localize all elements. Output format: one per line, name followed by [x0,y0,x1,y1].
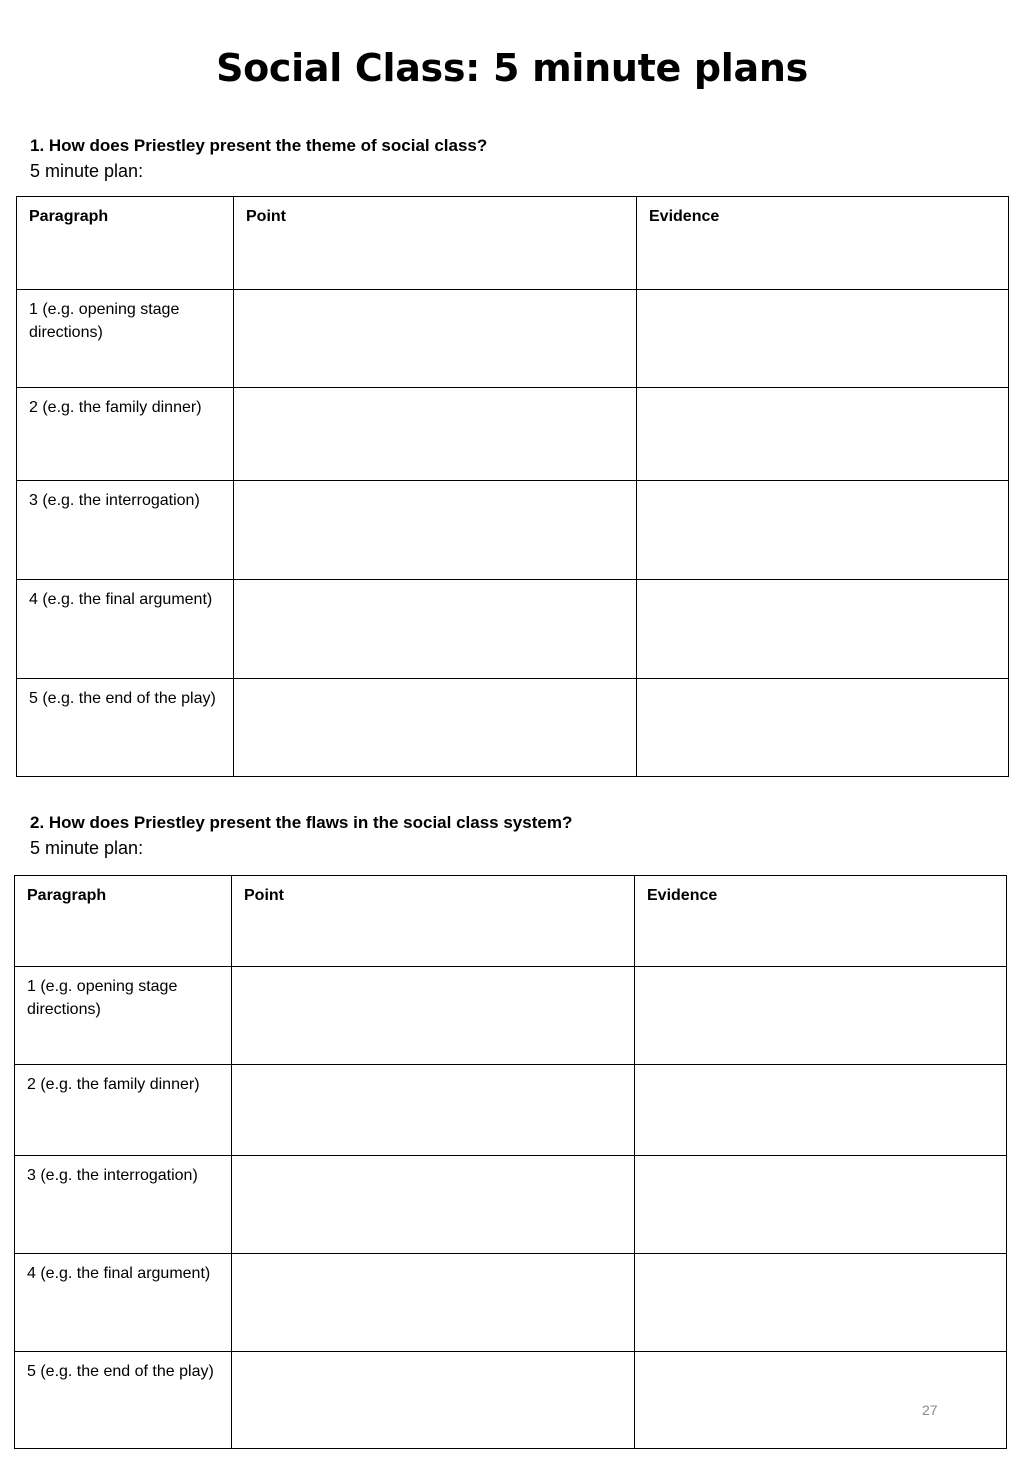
plan-table-1 [16,196,1009,777]
evidence-cell[interactable] [635,967,1007,1065]
evidence-cell[interactable] [635,1065,1007,1156]
header-point: Point [234,197,637,290]
question-2: 2. How does Priestley present the flaws in the social class system? [30,813,573,832]
table-row [15,967,1007,1065]
paragraph-label: 1 (e.g. opening stage directions) [15,967,232,1065]
point-cell[interactable] [232,1254,635,1352]
evidence-cell[interactable] [637,481,1009,580]
table-row [17,580,1009,679]
evidence-cell[interactable] [635,1352,1007,1449]
evidence-cell[interactable] [637,388,1009,481]
paragraph-label: 1 (e.g. opening stage directions) [17,290,234,388]
paragraph-label: 4 (e.g. the final argument) [17,580,234,679]
table-row [15,1352,1007,1449]
point-cell[interactable] [232,1352,635,1449]
header-evidence: Evidence [637,197,1009,290]
paragraph-label: 3 (e.g. the interrogation) [15,1156,232,1254]
paragraph-label: 2 (e.g. the family dinner) [17,388,234,481]
plan-label-1: 5 minute plan: [30,161,144,181]
point-cell[interactable] [234,580,637,679]
table-row [17,481,1009,580]
page-title: Social Class: 5 minute plans [216,46,808,90]
table-row [15,1065,1007,1156]
point-cell[interactable] [234,388,637,481]
paragraph-label: 3 (e.g. the interrogation) [17,481,234,580]
plan-label-2: 5 minute plan: [30,838,144,858]
table-header-row [15,876,1007,967]
point-cell[interactable] [234,679,637,777]
point-cell[interactable] [232,967,635,1065]
evidence-cell[interactable] [635,1254,1007,1352]
point-cell[interactable] [232,1156,635,1254]
evidence-cell[interactable] [637,290,1009,388]
plan-table-2 [14,875,1007,1449]
evidence-cell[interactable] [637,679,1009,777]
paragraph-label: 4 (e.g. the final argument) [15,1254,232,1352]
table-row [15,1254,1007,1352]
point-cell[interactable] [234,481,637,580]
point-cell[interactable] [234,290,637,388]
table-row [15,1156,1007,1254]
header-point: Point [232,876,635,967]
page-number: 27 [922,1402,938,1418]
evidence-cell[interactable] [635,1156,1007,1254]
evidence-cell[interactable] [637,580,1009,679]
table-row [17,388,1009,481]
question-1: 1. How does Priestley present the theme of social class? [30,136,488,155]
table-row [17,290,1009,388]
paragraph-label: 2 (e.g. the family dinner) [15,1065,232,1156]
header-paragraph: Paragraph [15,876,232,967]
table-header-row [17,197,1009,290]
paragraph-label: 5 (e.g. the end of the play) [17,679,234,777]
header-evidence: Evidence [635,876,1007,967]
header-paragraph: Paragraph [17,197,234,290]
point-cell[interactable] [232,1065,635,1156]
paragraph-label: 5 (e.g. the end of the play) [15,1352,232,1449]
table-row [17,679,1009,777]
